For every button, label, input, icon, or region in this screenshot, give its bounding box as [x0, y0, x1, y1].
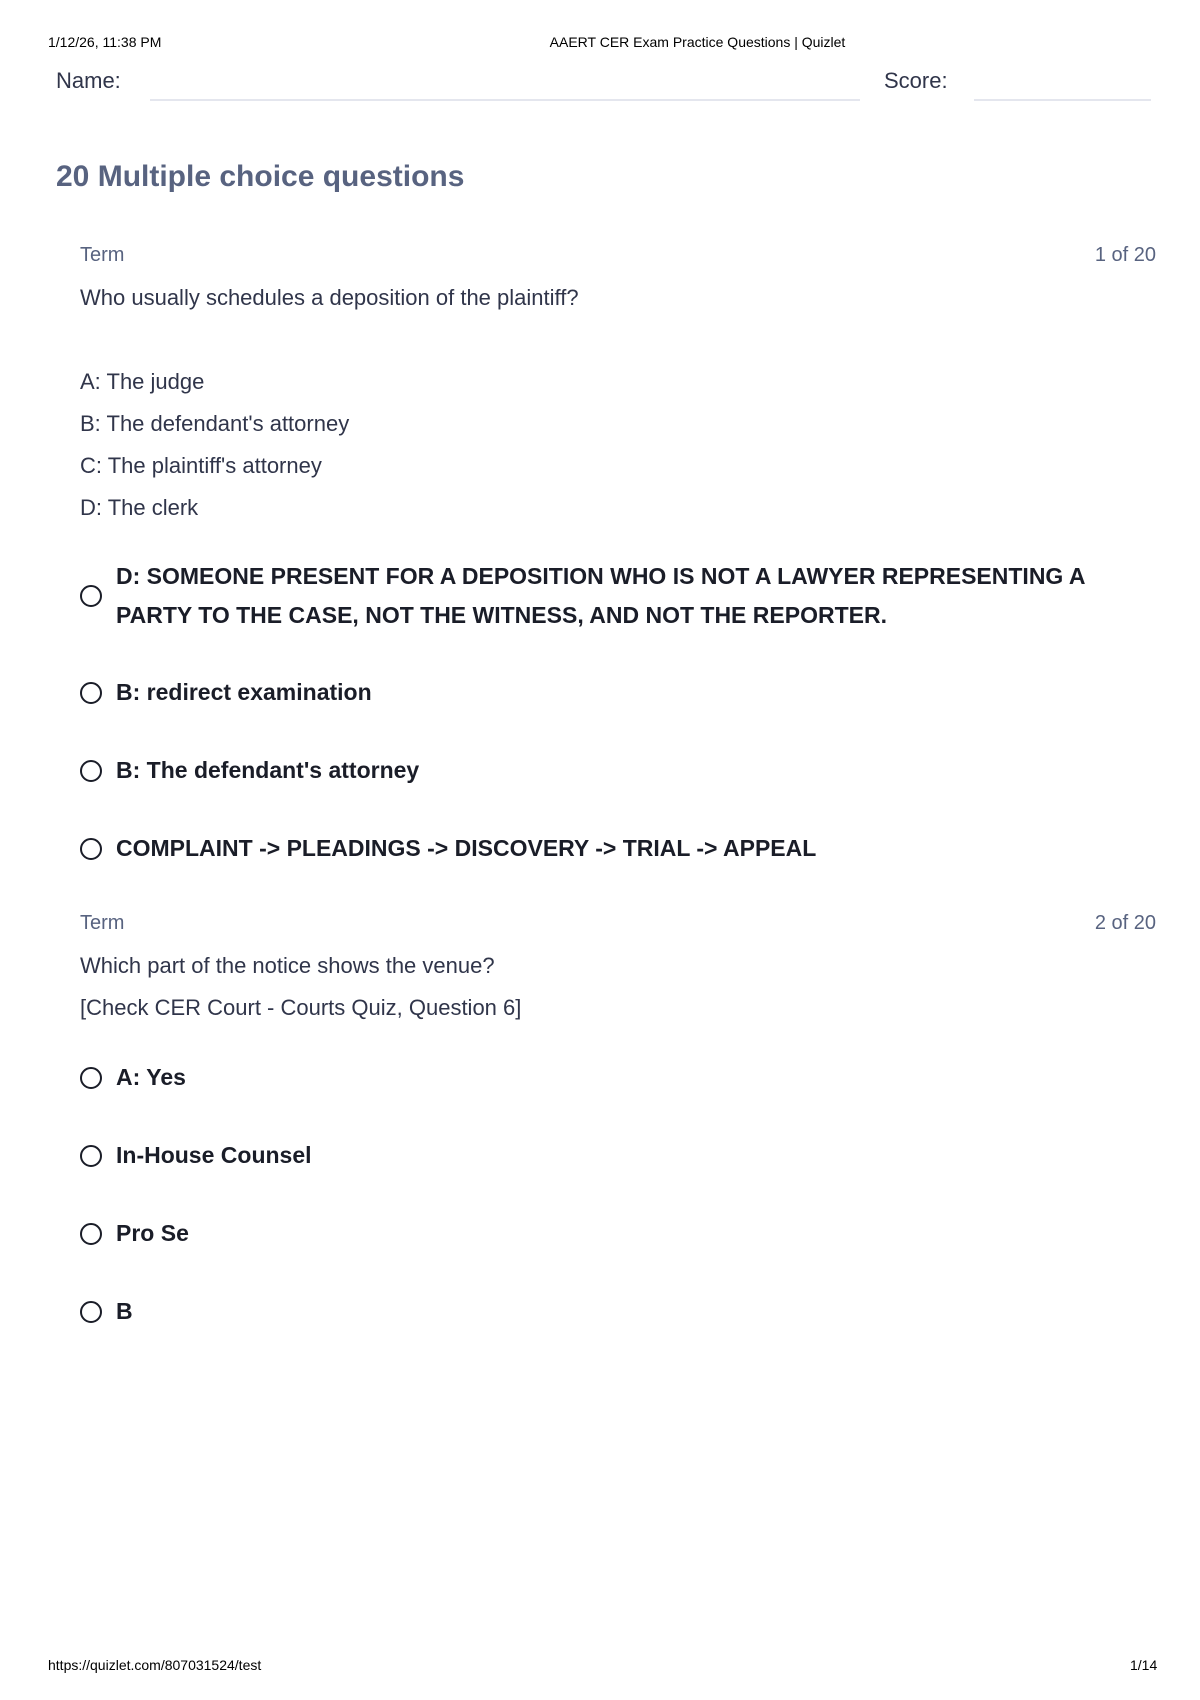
prompt-line: C: The plaintiff's attorney — [80, 453, 322, 478]
print-page-number: 1/14 — [1130, 1657, 1158, 1673]
prompt-line: D: The clerk — [80, 495, 199, 520]
print-header — [0, 34, 1200, 54]
answer-choice-label: Pro Se — [116, 1220, 189, 1246]
answer-choice-label: A: Yes — [116, 1064, 186, 1090]
question-header — [80, 912, 1156, 938]
name-score-row — [56, 68, 1156, 104]
answer-choice[interactable] — [80, 1214, 1156, 1253]
prompt-line: [Check CER Court - Courts Quiz, Question 6] — [80, 995, 522, 1020]
score-field[interactable] — [974, 99, 1151, 101]
prompt-line: Which part of the notice shows the venue? — [80, 953, 495, 978]
answer-choice-label: B — [116, 1298, 133, 1324]
radio-button[interactable] — [80, 760, 102, 782]
answer-choice-label: B: redirect examination — [116, 679, 372, 705]
radio-button[interactable] — [80, 1145, 102, 1167]
term-label: Term — [80, 912, 125, 934]
answer-choice[interactable] — [80, 1058, 1156, 1097]
print-url: https://quizlet.com/807031524/test — [48, 1657, 262, 1673]
radio-button[interactable] — [80, 1301, 102, 1323]
answer-choice[interactable] — [80, 673, 1156, 712]
name-label: Name: — [56, 68, 121, 93]
question-header — [80, 244, 1156, 270]
question-prompt — [80, 277, 1156, 529]
section-title: 20 Multiple choice questions — [56, 160, 465, 193]
question-2 — [80, 912, 1156, 1029]
radio-button[interactable] — [80, 682, 102, 704]
answer-choice-label: COMPLAINT -> PLEADINGS -> DISCOVERY -> TRIAL -> APPEAL — [116, 835, 817, 861]
score-label: Score: — [884, 68, 948, 93]
question-prompt — [80, 945, 1156, 1029]
term-label: Term — [80, 244, 125, 266]
prompt-line: Who usually schedules a deposition of the plaintiff? — [80, 285, 579, 310]
answer-choice-line: PARTY TO THE CASE, NOT THE WITNESS, AND NOT THE REPORTER. — [116, 602, 887, 628]
question-counter: 1 of 20 — [1094, 244, 1156, 266]
question-1 — [80, 244, 1156, 529]
answer-choice-label: In-House Counsel — [116, 1142, 312, 1168]
question-counter: 2 of 20 — [1094, 912, 1156, 934]
print-page-title: AAERT CER Exam Practice Questions | Quizlet — [549, 34, 846, 50]
print-datetime: 1/12/26, 11:38 PM — [48, 34, 162, 50]
radio-button[interactable] — [80, 1067, 102, 1089]
answer-choice[interactable] — [80, 557, 1156, 635]
answer-choice-label — [116, 557, 1085, 635]
radio-button[interactable] — [80, 585, 102, 607]
answer-choice[interactable] — [80, 751, 1156, 790]
prompt-line — [80, 319, 1156, 361]
radio-button[interactable] — [80, 838, 102, 860]
answer-choice[interactable] — [80, 1136, 1156, 1175]
radio-button[interactable] — [80, 1223, 102, 1245]
answer-choice[interactable] — [80, 1292, 1156, 1331]
name-field[interactable] — [150, 99, 860, 101]
answer-choice[interactable] — [80, 829, 1156, 868]
prompt-line: B: The defendant's attorney — [80, 411, 350, 436]
answer-choice-line: D: SOMEONE PRESENT FOR A DEPOSITION WHO IS NOT A LAWYER REPRESENTING A — [116, 563, 1086, 589]
answer-choice-label: B: The defendant's attorney — [116, 757, 420, 783]
prompt-line: A: The judge — [80, 369, 205, 394]
